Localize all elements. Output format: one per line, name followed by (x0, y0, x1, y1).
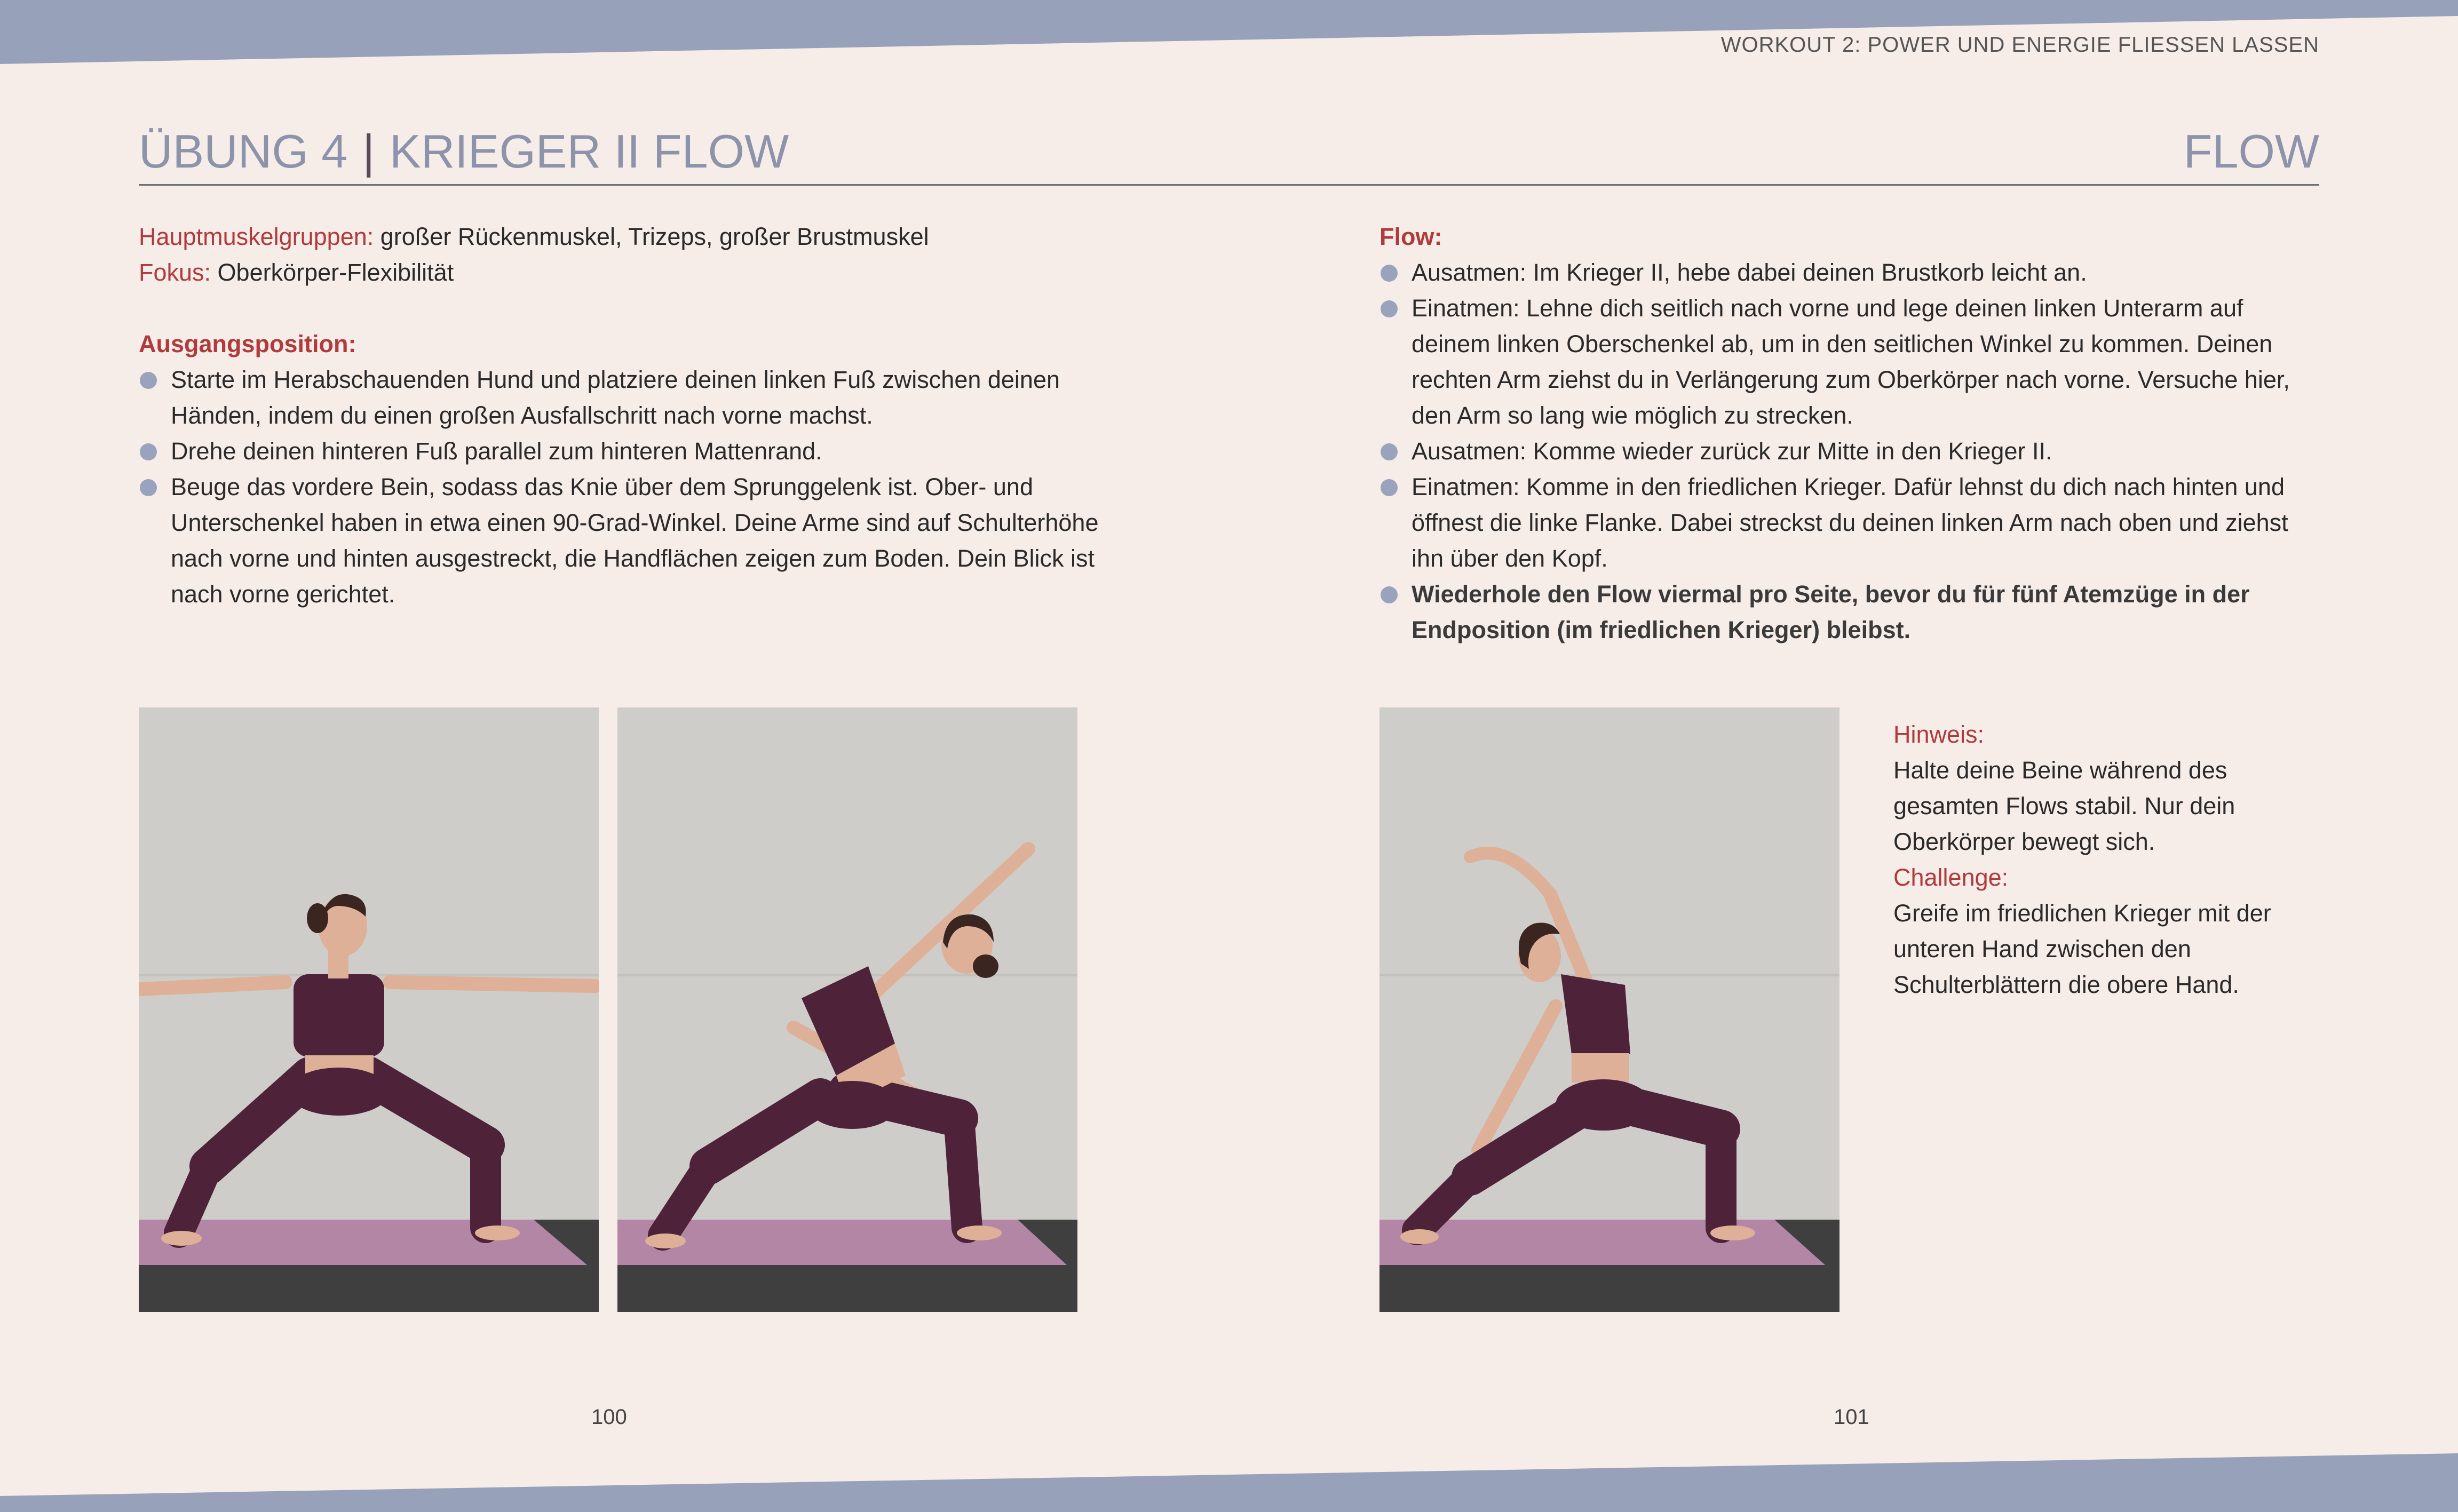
flow-item: Ausatmen: Komme wieder zurück zur Mitte in den Krieger II. (1379, 433, 2319, 469)
exercise-name: KRIEGER II FLOW (390, 125, 789, 178)
page-number-right: 101 (1834, 1405, 1869, 1429)
flow-item: Einatmen: Komme in den friedlichen Krieger. Dafür lehnst du dich nach hinten und öffnest die linke Flanke. Dabei streckst du deinen linken Arm nach oben und ziehst ihn über den Kopf. (1379, 469, 2319, 576)
challenge-label: Challenge: (1893, 864, 2009, 891)
krieger-ii-photo (139, 707, 599, 1312)
start-item: Beuge das vordere Bein, sodass das Knie über dem Sprunggelenk ist. Ober- und Unterschenkel haben in etwa einen 90-Grad-Winkel. Deine Arme sind auf Schulterhöhe nach vorne und hinten ausgestreckt, die Handflächen zeigen zum Boden. Dein Blick ist nach vorne gerichtet. (139, 469, 1099, 612)
warrior-ii-figure (139, 707, 599, 1312)
flow-item: Einatmen: Lehne dich seitlich nach vorne und lege deinen linken Unterarm auf deinem linken Oberschenkel ab, um in den seitlichen Winkel zu kommen. Deinen rechten Arm ziehst du in Verlängerung zum Oberkörper nach vorne. Versuche hier, den Arm so lang wie möglich zu strecken. (1379, 290, 2319, 433)
flow-list (1379, 254, 2319, 648)
exercise-title-row (139, 125, 2319, 186)
running-head: WORKOUT 2: POWER UND ENERGIE FLIESSEN LASSEN (1720, 33, 2319, 57)
challenge-text: Greife im friedlichen Krieger mit der unteren Hand zwischen den Schulterblättern die obere Hand. (1893, 900, 2271, 998)
start-item: Starte im Herabschauenden Hund und platziere deinen linken Fuß zwischen deinen Händen, indem du einen großen Ausfallschritt nach vorne machst. (139, 362, 1099, 433)
exercise-number: ÜBUNG 4 (139, 125, 348, 178)
muscle-groups-value: großer Rückenmuskel, Trizeps, großer Brustmuskel (374, 223, 929, 250)
hint-text: Halte deine Beine während des gesamten Flows stabil. Nur dein Oberkörper bewegt sich. (1893, 757, 2235, 855)
flow-item: Ausatmen: Im Krieger II, hebe dabei deinen Brustkorb leicht an. (1379, 254, 2319, 290)
bottom-color-band (0, 1453, 2458, 1512)
flow-item-final: Wiederhole den Flow viermal pro Seite, bevor du für fünf Atemzüge in der Endposition (im friedlichen Krieger) bleibst. (1379, 576, 2319, 648)
right-text-column (1379, 219, 2319, 648)
hint-label: Hinweis: (1893, 721, 1985, 748)
focus-value: Oberkörper-Flexibilität (211, 259, 454, 286)
seitlicher-winkel-photo (617, 707, 1077, 1312)
focus-line (139, 254, 1099, 290)
start-item: Drehe deinen hinteren Fuß parallel zum hinteren Mattenrand. (139, 433, 1099, 469)
side-angle-figure (617, 707, 1077, 1312)
muscle-groups-label: Hauptmuskelgruppen: (139, 223, 374, 250)
focus-label: Fokus: (139, 259, 211, 286)
start-position-heading: Ausgangsposition: (139, 330, 356, 357)
friedlicher-krieger-photo (1379, 707, 1839, 1312)
flow-heading: Flow: (1379, 223, 1442, 250)
reverse-warrior-figure (1379, 707, 1839, 1312)
hint-box (1893, 717, 2315, 1002)
title-separator: | (362, 125, 375, 178)
muscle-groups-line (139, 219, 1099, 254)
page-number-left: 100 (591, 1405, 627, 1429)
exercise-category: FLOW (2183, 125, 2319, 178)
exercise-title (139, 124, 789, 179)
start-position-list (139, 362, 1099, 612)
left-text-column (139, 219, 1099, 612)
